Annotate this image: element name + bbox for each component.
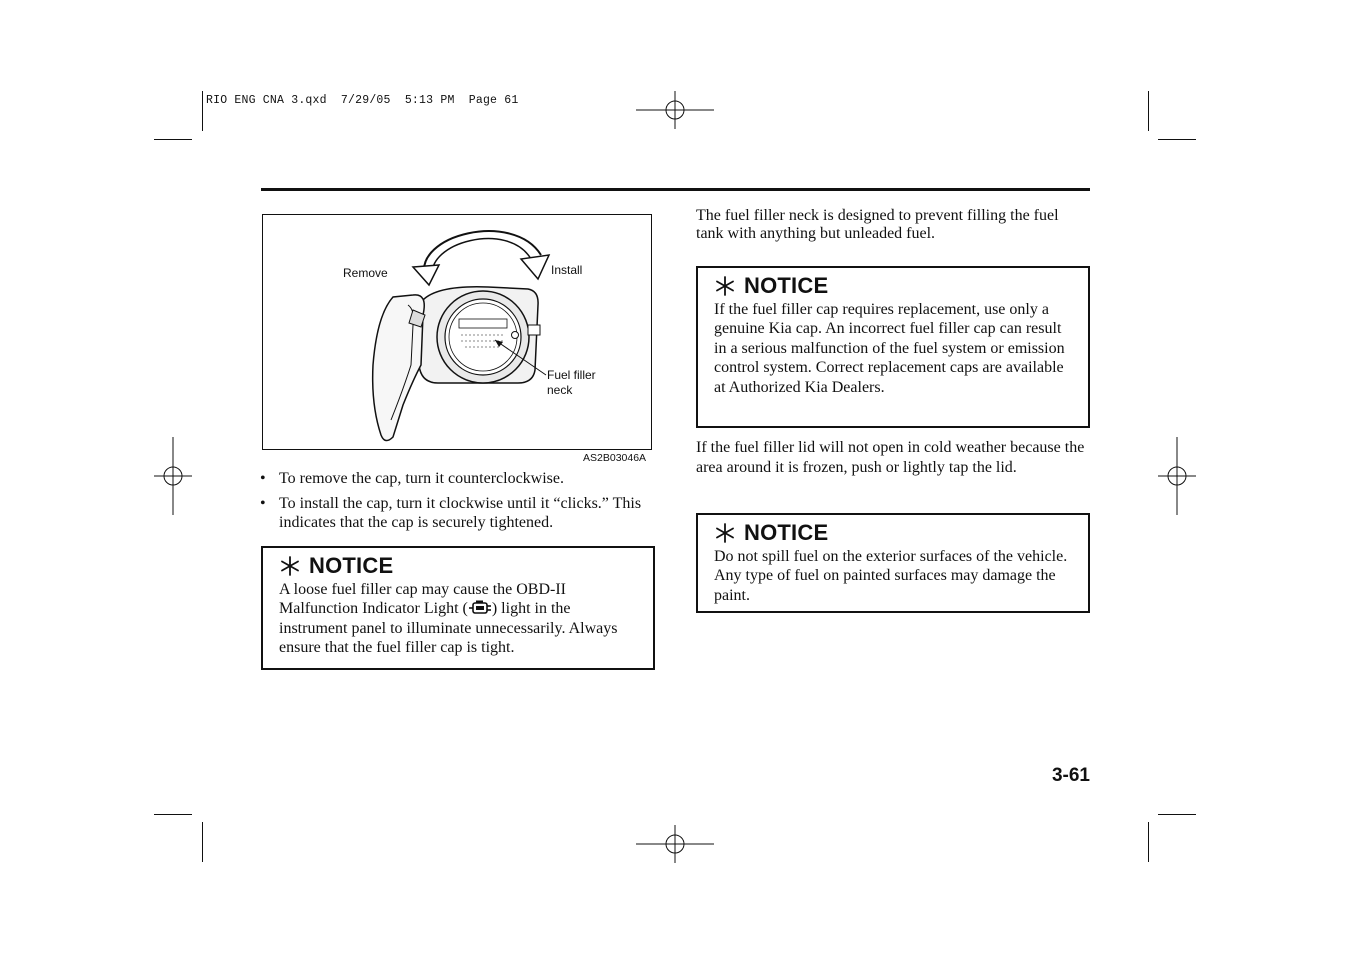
bullet-symbol: • (260, 494, 266, 512)
registration-mark-top (636, 71, 714, 149)
registration-mark-bottom (636, 805, 714, 883)
page-number: 3-61 (1051, 765, 1090, 786)
notice-title: NOTICE (309, 553, 394, 578)
remove-label: Remove (343, 266, 388, 280)
notice-title: NOTICE (744, 520, 829, 545)
frozen-lid-paragraph: If the fuel filler lid will not open in cold weather because the area around it is frozen, push or lightly tap the lid. (696, 439, 1085, 476)
fuel-cap-illustration (263, 215, 650, 448)
notice-text-part2: ) light in the instrument panel to illuminate unnecessarily. Always ensure that the fuel filler cap is tight. (279, 600, 618, 657)
list-item-text: To remove the cap, turn it counterclockwise. (279, 470, 564, 487)
fuel-cap-figure (262, 214, 652, 450)
notice-box-fuel-spill (696, 513, 1090, 613)
asterisk-icon (279, 555, 301, 577)
list-item (260, 494, 660, 533)
list-item-text: To install the cap, turn it clockwise until it “clicks.” This indicates that the cap is securely tightened. (279, 494, 642, 531)
asterisk-icon (714, 522, 736, 544)
notice-title: NOTICE (744, 273, 829, 298)
notice-text: If the fuel filler cap requires replacement, use only a genuine Kia cap. An incorrect fuel filler cap can result in a serious malfunction of the fuel system or emission control system. Correct replacement caps are available at Authorized Kia Dealers. (714, 301, 1065, 396)
registration-mark-left (134, 437, 212, 515)
instruction-list (260, 469, 660, 538)
check-engine-icon (468, 599, 492, 617)
bullet-symbol: • (260, 470, 266, 487)
notice-text-part1: A loose fuel filler cap may cause the OBD-II Malfunction Indicator Light ( (279, 581, 567, 618)
registration-mark-right (1138, 437, 1216, 515)
filler-neck-paragraph: The fuel filler neck is designed to prevent filling the fuel tank with anything but unleaded fuel. (696, 207, 1059, 242)
list-item (260, 469, 660, 489)
install-label: Install (551, 263, 583, 277)
notice-text (279, 580, 637, 658)
notice-box-loose-cap (261, 546, 655, 670)
filler-neck-label-line2: neck (547, 383, 573, 397)
header-rule (261, 188, 1090, 191)
asterisk-icon (714, 275, 736, 297)
printer-slug: RIO ENG CNA 3.qxd 7/29/05 5:13 PM Page 61 (206, 94, 519, 107)
filler-neck-label-line1: Fuel filler (547, 368, 596, 382)
filler-neck-label (547, 368, 596, 398)
notice-box-replacement-cap (696, 266, 1090, 428)
figure-code: AS2B03046A (583, 452, 647, 464)
notice-text: Do not spill fuel on the exterior surfaces of the vehicle. Any type of fuel on painted surfaces may damage the paint. (714, 548, 1068, 604)
